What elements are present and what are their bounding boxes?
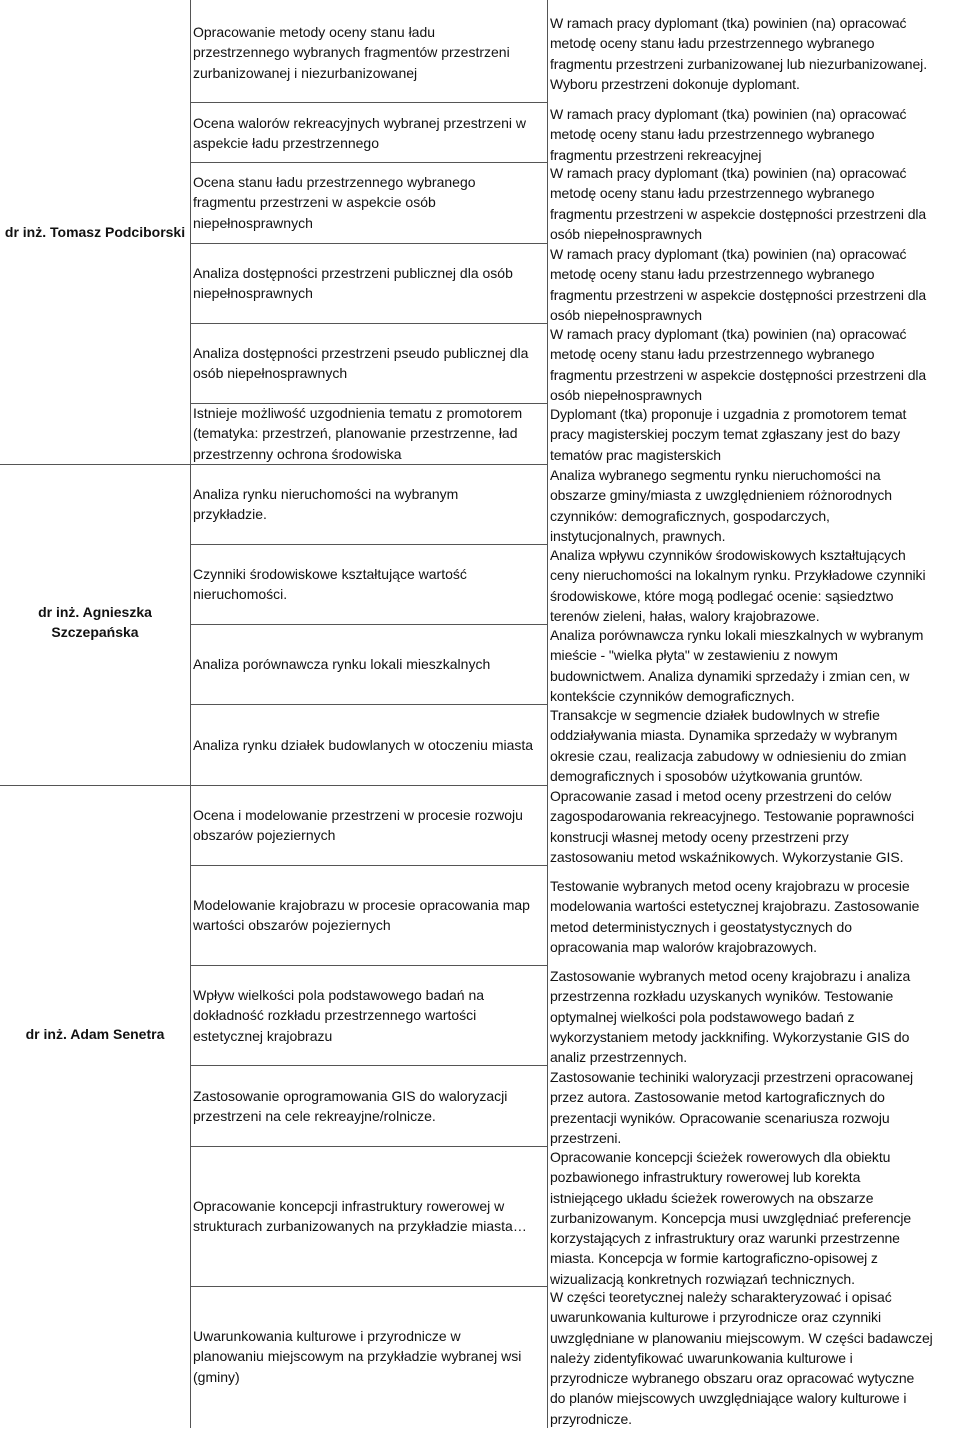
topic-title: Istnieje możliwość uzgodnienia tematu z promotorem (tematyka: przestrzeń, planowanie przestrzenne, ład przestrzenny ochrona środowiska [193,405,523,462]
topic-title: Uwarunkowania kulturowe i przyrodnicze w planowaniu miejscowym na przykładzie wybranej wsi (gminy) [193,1328,522,1385]
topic-title: Analiza rynku działek budowlanych w otoczeniu miasta [193,737,534,753]
row-divider [190,1065,548,1066]
topic-description: Analiza wpływu czynników środowiskowych kształtujących ceny nieruchomości na lokalnym rynku. Przykładowe czynniki środowiskowe, które mogą podlegać ocenie: sąsiedztwo terenów zieleni, hałas, walory krajobrazowe. [550,547,926,624]
topic-description: Dyplomant (tka) proponuje i uzgadnia z promotorem temat pracy magisterskiej poczym temat zgłaszany jest do bazy tematów prac magisterskich [550,406,907,463]
topic-description: W ramach pracy dyplomant (tka) powinien (na) opracować metodę oceny stanu ładu przestrzennego wybranego fragmentu przestrzeni w aspekcie dostępności przestrzeni dla osób niepełnosprawnych [550,326,927,403]
row-divider [190,624,548,625]
topic-description: Zastosowanie techiniki waloryzacji przestrzeni opracowanej przez autora. Zastosowanie metod kartograficznych do prezentacji wyników. Opracowanie scenariusza rozwoju przestrzeni. [550,1069,914,1146]
topic-description: Opracowanie koncepcji ścieżek rowerowych dla obiektu pozbawionego infrastruktury rowerowej lub korekta istniejącego układu ścieżek rowerowych na obszarze zurbanizowanym. Koncepcja musi uwzględniać preferencje korzystających z infrastruktury oraz warunki przestrzenne miasta. Koncepcja w formie kartograficzno-opisowej z wizualizacją konkretnych rozwiązań technicznych. [550,1149,912,1287]
row-divider [190,243,548,244]
topic-description: Testowanie wybranych metod oceny krajobrazu w procesie modelowania wartości estetycznej krajobrazu. Zastosowanie metod deterministycznych i geostatystycznych do opracowania map walorów krajobrazowych. [550,878,920,955]
row-divider [190,704,548,705]
row-divider [190,1286,548,1287]
row-divider [190,865,548,866]
topic-title: Analiza porównawcza rynku lokali mieszkalnych [193,656,491,672]
row-divider [190,965,548,966]
topic-description: W ramach pracy dyplomant (tka) powinien (na) opracować metodę oceny stanu ładu przestrzennego wybranego fragmentu przestrzeni w aspekcie dostępności przestrzeni dla osób niepełnosprawnych [550,246,927,323]
supervisor-name: dr inż. Agnieszka Szczepańska [38,604,152,640]
topic-description: Zastosowanie wybranych metod oceny krajobrazu i analiza przestrzenna rozkładu uzyskanych wyników. Testowanie optymalnej wielkości pola podstawowego badań z wykorzystaniem metody jackknifing. Wykorzystanie GIS do analiz przestrzennych. [550,968,911,1066]
row-divider [190,323,548,324]
topic-title: Modelowanie krajobrazu w procesie opracowania map wartości obszarów pojeziernych [193,897,530,934]
row-divider [190,102,548,103]
supervisor-divider [0,785,548,786]
topic-title: Analiza rynku nieruchomości na wybranym przykładzie. [193,486,459,523]
topic-title: Zastosowanie oprogramowania GIS do waloryzacji przestrzeni na cele rekreayjne/rolnicze. [193,1088,508,1125]
supervisor-name: dr inż. Adam Senetra [25,1026,165,1042]
topic-description: W ramach pracy dyplomant (tka) powinien (na) opracować metodę oceny stanu ładu przestrzennego wybranego fragmentu przestrzeni rekreacyjnej [550,106,907,163]
column-divider-left [190,0,191,1428]
supervisor-name: dr inż. Tomasz Podciborski [4,224,186,240]
topic-title: Analiza dostępności przestrzeni publicznej dla osób niepełnosprawnych [193,265,513,302]
row-divider [190,544,548,545]
topic-title: Analiza dostępności przestrzeni pseudo publicznej dla osób niepełnosprawnych [193,345,529,382]
topic-description: Transakcje w segmencie działek budowlnych w strefie oddziaływania miasta. Dynamika sprzedaży w wybranym okresie czau, realizacja zabudowy w odniesieniu do zmian demograficznych i sposobów użytkowania gruntów. [550,707,907,784]
topic-description: Analiza wybranego segmentu rynku nieruchomości na obszarze gminy/miasta z uwzględnieniem różnorodnych czynników: demograficznych, gospodarczych, instytucjonalnych, prawnych. [550,467,892,544]
topic-title: Ocena stanu ładu przestrzennego wybranego fragmentu przestrzeni w aspekcie osób niepełnosprawnych [193,174,476,231]
topic-description: W ramach pracy dyplomant (tka) powinien (na) opracować metodę oceny stanu ładu przestrzennego wybranego fragmentu przestrzeni zurbanizowanej lub niezurbanizowanej. Wyboru przestrzeni dokonuje dyplomant. [550,15,927,92]
topic-description: W ramach pracy dyplomant (tka) powinien (na) opracować metodę oceny stanu ładu przestrzennego wybranego fragmentu przestrzeni w aspekcie dostępności przestrzeni dla osób niepełnosprawnych [550,165,927,242]
topic-description: Analiza porównawcza rynku lokali mieszkalnych w wybranym mieście - "wielka płyta" w zestawieniu z nowym budownictwem. Analiza dynamiki sprzedaży i zmian cen, w kontekście czynników demograficznych. [550,627,924,704]
row-divider [190,1146,548,1147]
topic-title: Ocena i modelowanie przestrzeni w procesie rozwoju obszarów pojeziernych [193,807,523,844]
topic-title: Czynniki środowiskowe kształtujące wartość nieruchomości. [193,566,467,603]
topic-title: Opracowanie koncepcji infrastruktury rowerowej w strukturach zurbanizowanych na przykładzie miasta… [193,1198,527,1235]
topic-description: Opracowanie zasad i metod oceny przestrzeni do celów zagospodarowania rekreacyjnego. Testowanie poprawności konstrucji własnej metody oceny przestrzeni przy zastosowaniu metod wskaźnikowych. Wykorzystanie GIS. [550,788,915,865]
topic-description: W części teoretycznej należy scharakteryzować i opisać uwarunkowania kulturowe i przyrodnicze oraz czynniki uwzględniane w planowaniu miejscowym. W części badawczej należy zidentyfikować uwarunkowania kulturowe i przyrodnicze wybranego obszaru oraz opracować wytyczne do planów miejscowych uwzględniające walory kulturowe i przyrodnicze. [550,1289,933,1427]
column-divider-middle [547,0,548,1428]
supervisor-divider [0,464,548,465]
topic-title: Opracowanie metody oceny stanu ładu przestrzennego wybranych fragmentów przestrzeni zurbanizowanej i niezurbanizowanej [193,24,510,81]
topic-title: Ocena walorów rekreacyjnych wybranej przestrzeni w aspekcie ładu przestrzennego [193,115,527,152]
row-divider [190,162,548,163]
topic-title: Wpływ wielkości pola podstawowego badań na dokładność rozkładu przestrzennego wartości estetycznej krajobrazu [193,987,485,1044]
